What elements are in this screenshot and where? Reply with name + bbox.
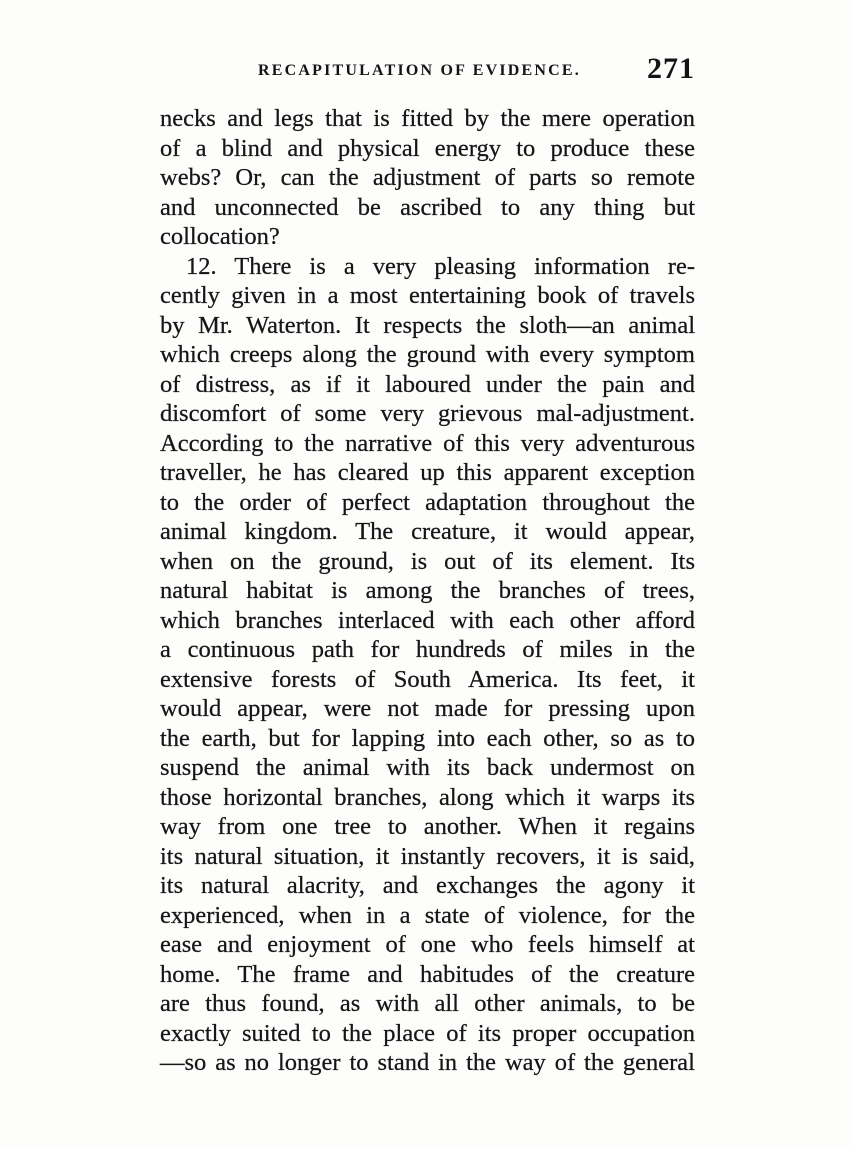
text-line: the earth, but for lapping into each other, so as to (160, 724, 695, 752)
running-head (160, 52, 695, 92)
text-line: of a blind and physical energy to produce these (160, 134, 695, 162)
text-line: way from one tree to another. When it regains (160, 813, 695, 840)
text-line: home. The frame and habitudes of the creature (160, 960, 695, 988)
text-line: would appear, were not made for pressing upon (160, 695, 695, 722)
text-line: those horizontal branches, along which it warps its (160, 783, 695, 811)
text-line: suspend the animal with its back undermost on (160, 754, 695, 781)
text-line: of distress, as if it laboured under the pain and (160, 370, 695, 398)
text-line: experienced, when in a state of violence, for the (160, 901, 695, 929)
text-line: traveller, he has cleared up this apparent exception (160, 459, 695, 486)
text-line: are thus found, as with all other animals, to be (160, 990, 695, 1017)
text-line: animal kingdom. The creature, it would appear, (160, 518, 695, 545)
paragraph-start-line: 12. There is a very pleasing information re- (186, 252, 695, 280)
text-line: discomfort of some very grievous mal-adjustment. (160, 400, 695, 427)
running-title: RECAPITULATION OF EVIDENCE. (258, 62, 581, 79)
text-line: extensive forests of South America. Its feet, it (160, 665, 695, 693)
text-line: —so as no longer to stand in the way of the general (160, 1049, 695, 1076)
text-line: exactly suited to the place of its proper occupation (160, 1019, 695, 1047)
page-number: 271 (647, 52, 695, 85)
text-line: by Mr. Waterton. It respects the sloth—an animal (160, 311, 695, 339)
text-line: its natural situation, it instantly recovers, it is said, (160, 842, 695, 870)
text-line: webs? Or, can the adjustment of parts so remote (160, 164, 695, 191)
text-line: cently given in a most entertaining book of travels (160, 282, 695, 309)
text-line: collocation? (160, 223, 280, 250)
text-line: According to the narrative of this very adventurous (160, 429, 695, 457)
text-line: necks and legs that is fitted by the mere operation (160, 105, 695, 132)
text-line: and unconnected be ascribed to any thing but (160, 193, 695, 221)
text-line: when on the ground, is out of its element. Its (160, 547, 695, 575)
text-line: which branches interlaced with each other afford (160, 606, 695, 634)
text-line: natural habitat is among the branches of trees, (160, 577, 695, 604)
text-line: its natural alacrity, and exchanges the agony it (160, 872, 695, 899)
text-line: a continuous path for hundreds of miles in the (160, 636, 695, 663)
text-line: to the order of perfect adaptation throughout the (160, 488, 695, 516)
body-text (160, 104, 695, 1078)
text-line: which creeps along the ground with every symptom (160, 341, 695, 368)
text-line: ease and enjoyment of one who feels himself at (160, 931, 695, 958)
